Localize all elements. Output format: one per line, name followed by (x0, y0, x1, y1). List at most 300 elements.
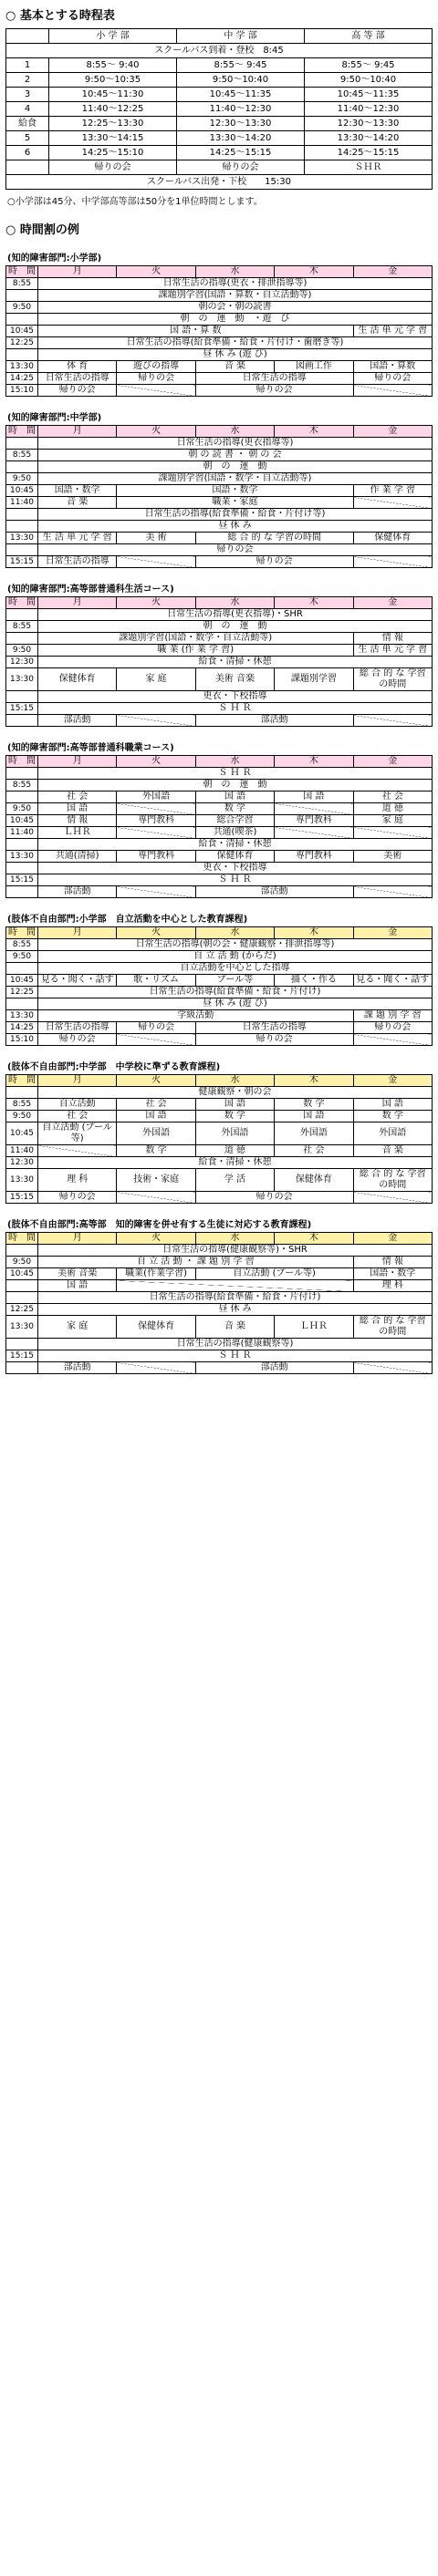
lesson-cell: 国 語 (275, 1111, 353, 1122)
section-title: (知的障害部門:高等部普通科生活コース) (7, 585, 174, 595)
lesson-cell: 保健体育 (38, 668, 117, 691)
time-cell: 12:25 (6, 1304, 38, 1316)
table-row (6, 1362, 433, 1374)
heading-basic-schedule: ○ 基本とする時程表 (5, 9, 115, 23)
day-header: 火 (117, 1233, 195, 1245)
table-cell: 10:45～11:30 (49, 88, 177, 102)
lesson-cell (353, 1034, 432, 1046)
time-cell (6, 998, 38, 1010)
table-row (6, 703, 433, 715)
table-row (6, 337, 433, 349)
table-header (6, 266, 433, 278)
day-header: 水 (195, 1233, 274, 1245)
table-cell: 4 (6, 102, 49, 117)
lesson-cell: 数 学 (195, 1111, 274, 1122)
lesson-cell: 作 業 学 習 (353, 485, 432, 497)
schedule-table (5, 596, 433, 727)
table-row (6, 146, 433, 160)
lesson-cell: 朝 の 運 動 (38, 780, 433, 791)
lesson-cell: 日常生活の指導 (38, 556, 117, 568)
table-cell: 13:30～14:20 (305, 131, 433, 146)
day-header: 時 間 (6, 1075, 38, 1087)
lesson-cell: 帰りの会 (117, 373, 195, 385)
time-cell: 13:30 (6, 1169, 38, 1192)
lesson-cell: 見る・聞く・話す (353, 975, 432, 987)
lesson-cell: 美術 音楽 (195, 668, 274, 691)
table-cell: 3 (6, 88, 49, 102)
time-cell: 12:25 (6, 987, 38, 998)
time-cell (6, 609, 38, 621)
day-header: 木 (275, 1233, 353, 1245)
time-cell (6, 1339, 38, 1350)
lesson-cell: 保健体育 (353, 533, 432, 544)
time-cell: 12:30 (6, 657, 38, 668)
lesson-cell: 理 科 (38, 1169, 117, 1192)
table-row (6, 88, 433, 102)
lesson-cell: 総 合 的 な 学習の時間 (353, 1316, 432, 1339)
time-cell: 15:15 (6, 556, 38, 568)
time-cell: 11:40 (6, 827, 38, 839)
table-row (6, 131, 433, 146)
table-row (6, 1099, 433, 1111)
lesson-cell: 昼 休 み (遊 び) (38, 998, 433, 1010)
time-cell (6, 791, 38, 803)
lesson-cell: 家 庭 (38, 1316, 117, 1339)
lesson-cell: 家 庭 (353, 815, 432, 827)
table-row (6, 1169, 433, 1192)
lesson-cell: 共通(喫茶) (195, 827, 274, 839)
table-row (6, 44, 433, 58)
schedule-table (5, 265, 433, 397)
table-cell: 給食 (6, 117, 49, 131)
lesson-cell: 専門教科 (117, 815, 195, 827)
table-row (6, 533, 433, 544)
lesson-cell: 学 活 (195, 1169, 274, 1192)
time-cell: 13:30 (6, 668, 38, 691)
lesson-cell: 自立活動 (38, 1099, 117, 1111)
lesson-cell: 日常生活の指導(給食準備・給食・片付け) (38, 987, 433, 998)
header-cell: 小 学 部 (49, 29, 177, 44)
lesson-cell: 部活動 (195, 1362, 353, 1374)
table-row (6, 645, 433, 657)
lesson-cell: Ｓ Ｈ Ｒ (38, 874, 433, 886)
table-row (6, 1157, 433, 1169)
time-cell: 15:10 (6, 1034, 38, 1046)
lesson-cell: 国 語 (275, 791, 353, 803)
lesson-cell: 日常生活の指導(給食準備・給食・片付け・歯磨き等) (38, 337, 433, 349)
lesson-cell: 技術・家庭 (117, 1169, 195, 1192)
table-row (6, 886, 433, 898)
day-header: 金 (353, 1233, 432, 1245)
time-cell (6, 839, 38, 851)
table-row (6, 1280, 433, 1292)
time-cell (6, 1087, 38, 1099)
time-cell: 15:10 (6, 385, 38, 397)
day-header: 時 間 (6, 927, 38, 939)
lesson-cell: 課題別学習 (275, 668, 353, 691)
lesson-cell: 日常生活の指導 (38, 373, 117, 385)
time-cell (6, 290, 38, 302)
table-row (6, 385, 433, 397)
day-header: 金 (353, 756, 432, 768)
day-header: 木 (275, 927, 353, 939)
lesson-cell: 外国語 (117, 1122, 195, 1145)
day-header: 火 (117, 1075, 195, 1087)
lesson-cell: 社 会 (38, 1111, 117, 1122)
table-row (6, 791, 433, 803)
lesson-cell: 朝 の 運 動 (38, 461, 433, 473)
table-row (6, 621, 433, 633)
schedule-table (5, 1074, 433, 1204)
table-row (6, 1192, 433, 1204)
day-header: 金 (353, 426, 432, 438)
table-header (6, 927, 433, 939)
time-cell: 13:30 (6, 1010, 38, 1022)
lesson-cell: 給食・清掃・休憩 (38, 657, 433, 668)
lesson-cell: 帰りの会 (353, 373, 432, 385)
table-row (6, 1268, 433, 1280)
time-cell (6, 544, 38, 556)
table-row (6, 1122, 433, 1145)
table-row (6, 314, 433, 326)
day-header: 金 (353, 927, 432, 939)
day-header: 金 (353, 1075, 432, 1087)
lesson-cell (353, 556, 432, 568)
lesson-cell: 日常生活の指導(健康観察等)・SHR (38, 1245, 433, 1257)
lesson-cell: 国語・数学 (117, 485, 353, 497)
section-title: (知的障害部門:小学部) (7, 253, 102, 264)
lesson-cell: 職 業 (作 業 学 習) (38, 645, 354, 657)
day-header: 木 (275, 597, 353, 609)
lesson-cell: 帰りの会 (195, 556, 353, 568)
table-header (6, 756, 433, 768)
table-row (6, 874, 433, 886)
table-row (6, 863, 433, 874)
table-cell: 1 (6, 58, 49, 73)
lesson-cell (117, 1034, 195, 1046)
table-row (6, 815, 433, 827)
table-row (6, 1304, 433, 1316)
table-cell: 8:55～ 9:40 (49, 58, 177, 73)
day-header: 月 (38, 1075, 117, 1087)
day-header: 月 (38, 426, 117, 438)
lesson-cell: 自 立 活 動 ・ 課 題 別 学 習 (38, 1257, 354, 1268)
table-header (6, 426, 433, 438)
lesson-cell: 健康観察・朝の会 (38, 1087, 433, 1099)
lesson-cell (38, 1145, 117, 1157)
base-note: ○小学部は45分、中学部高等部は50分を1単位時間とします。 (7, 197, 263, 207)
sections-container (5, 250, 433, 1374)
table-row (6, 509, 433, 521)
lesson-cell: 朝 の 運 動 (38, 621, 433, 633)
table-row (6, 73, 433, 88)
table-header (6, 1075, 433, 1087)
lesson-cell: 保健体育 (195, 851, 274, 863)
lesson-cell: 帰りの会 (117, 1022, 195, 1034)
lesson-cell: 学級活動 (38, 1010, 354, 1022)
time-cell: 14:25 (6, 373, 38, 385)
day-header: 月 (38, 266, 117, 278)
lesson-cell: 国 語 (195, 791, 274, 803)
time-cell: 8:55 (6, 939, 38, 951)
lesson-cell: 国 語 (38, 1280, 117, 1292)
time-cell: 8:55 (6, 780, 38, 791)
time-cell: 10:45 (6, 485, 38, 497)
lesson-cell: 家 庭 (117, 668, 195, 691)
table-row (6, 485, 433, 497)
lesson-cell: 更衣・下校指導 (38, 691, 433, 703)
lesson-cell (353, 385, 432, 397)
table-cell: 13:30～14:20 (177, 131, 305, 146)
table-row (6, 1245, 433, 1257)
day-header: 月 (38, 597, 117, 609)
table-row (6, 691, 433, 703)
section-title: (肢体不自由部門:小学部 自立活動を中心とした教育課程) (7, 915, 248, 925)
time-cell (6, 1245, 38, 1257)
lesson-cell: 国語・数学 (38, 485, 117, 497)
lesson-cell: 総 合 的 な 学習の時間 (195, 533, 353, 544)
lesson-cell: 情 報 (353, 633, 432, 645)
time-cell: 8:55 (6, 450, 38, 461)
time-cell: 10:45 (6, 1122, 38, 1145)
lesson-cell: 外国語 (195, 1122, 274, 1145)
time-cell (6, 963, 38, 975)
lesson-cell: Ｓ Ｈ Ｒ (38, 1350, 433, 1362)
lesson-cell: 専門教科 (117, 851, 195, 863)
time-cell: 8:55 (6, 621, 38, 633)
table-row (6, 998, 433, 1010)
table-row (6, 768, 433, 780)
table-row (6, 1010, 433, 1022)
lesson-cell (117, 827, 195, 839)
table-cell: 12:30～13:30 (177, 117, 305, 131)
time-cell: 11:40 (6, 1145, 38, 1157)
time-cell: 13:30 (6, 361, 38, 373)
day-header: 金 (353, 597, 432, 609)
table-row (6, 803, 433, 815)
lesson-cell: 自立活動を中心とした指導 (38, 963, 433, 975)
lesson-cell: 情 報 (353, 1257, 432, 1268)
lesson-cell: 道 徳 (353, 803, 432, 815)
table-row (6, 160, 433, 175)
lesson-cell: Ｓ Ｈ Ｒ (38, 768, 433, 780)
day-header: 水 (195, 927, 274, 939)
day-header: 時 間 (6, 756, 38, 768)
table-row (6, 278, 433, 290)
time-cell: 13:30 (6, 1316, 38, 1339)
lesson-cell: 日常生活の指導(更衣・排泄指導等) (38, 278, 433, 290)
lesson-cell: 歌・リズム (117, 975, 195, 987)
table-row (6, 827, 433, 839)
table-cell: スクールバス到着・登校 8:45 (6, 44, 433, 58)
day-header: 木 (275, 756, 353, 768)
table-row (6, 1034, 433, 1046)
lesson-cell: 体 育 (38, 361, 117, 373)
time-cell: 14:25 (6, 1022, 38, 1034)
lesson-cell: 昼 休 み (38, 1304, 433, 1316)
lesson-cell (117, 1362, 195, 1374)
day-header: 水 (195, 1075, 274, 1087)
table-row (6, 473, 433, 485)
lesson-cell: 日常生活の指導(給食準備・給食・片付け) (38, 1292, 433, 1304)
time-cell (6, 521, 38, 533)
lesson-cell: 社 会 (38, 791, 117, 803)
time-cell: 9:50 (6, 803, 38, 815)
time-cell (6, 461, 38, 473)
lesson-cell: 日常生活の指導(朝の会・健康観察・排泄指導等) (38, 939, 433, 951)
lesson-cell (117, 803, 195, 815)
lesson-cell: 理 科 (353, 1280, 432, 1292)
table-cell: 2 (6, 73, 49, 88)
table-row (6, 975, 433, 987)
lesson-cell: 日常生活の指導(給食準備・給食・片付け等) (38, 509, 433, 521)
time-cell: 11:40 (6, 497, 38, 509)
day-header: 火 (117, 266, 195, 278)
lesson-cell: 自 立 活 動 (からだ) (38, 951, 433, 963)
table-row (6, 497, 433, 509)
lesson-cell: 社 会 (275, 1145, 353, 1157)
time-cell: 9:50 (6, 1111, 38, 1122)
time-cell: 9:50 (6, 951, 38, 963)
lesson-cell: 帰りの会 (195, 385, 353, 397)
time-cell (6, 509, 38, 521)
table-cell: 13:30～14:15 (49, 131, 177, 146)
header-cell: 中 学 部 (177, 29, 305, 44)
schedule-table (5, 1232, 433, 1374)
lesson-cell (117, 715, 195, 727)
lesson-cell: 図画工作 (275, 361, 353, 373)
table-cell: 帰りの会 (49, 160, 177, 175)
day-header: 木 (275, 266, 353, 278)
lesson-cell: 音 楽 (195, 1316, 274, 1339)
table-row (6, 851, 433, 863)
table-cell: 6 (6, 146, 49, 160)
day-header: 木 (275, 426, 353, 438)
table-header (6, 29, 433, 44)
lesson-cell: 数 学 (117, 1145, 195, 1157)
lesson-cell: 昼 休 み (38, 521, 433, 533)
lesson-cell: 共通(清掃) (38, 851, 117, 863)
time-cell: 15:15 (6, 1192, 38, 1204)
lesson-cell: 国語・算数 (353, 361, 432, 373)
time-cell (6, 438, 38, 450)
lesson-cell: 職業・家庭 (117, 497, 353, 509)
lesson-cell: 自立活動 (プール等) (38, 1122, 117, 1145)
lesson-cell: 給食・清掃・休憩 (38, 839, 433, 851)
table-row (6, 290, 433, 302)
day-header: 火 (117, 927, 195, 939)
heading-examples: ○ 時間割の例 (5, 223, 79, 237)
table-cell: 10:45～11:35 (305, 88, 433, 102)
lesson-cell (353, 886, 432, 898)
lesson-cell: 帰りの会 (353, 1022, 432, 1034)
lesson-cell: 専門教科 (275, 851, 353, 863)
time-cell (6, 691, 38, 703)
table-cell: スクールバス出発・下校 15:30 (6, 175, 433, 190)
table-row (6, 668, 433, 691)
table-cell: 14:25～15:15 (305, 146, 433, 160)
lesson-cell: 帰りの会 (195, 1034, 353, 1046)
section-title: (肢体不自由部門:中学部 中学校に準ずる教育課程) (7, 1062, 221, 1072)
table-cell: 帰りの会 (177, 160, 305, 175)
table-row (6, 1111, 433, 1122)
table-cell: 11:40～12:25 (49, 102, 177, 117)
lesson-cell: 給食・清掃・休憩 (38, 1157, 433, 1169)
lesson-cell: 部活動 (195, 886, 353, 898)
time-cell (6, 633, 38, 645)
table-row (6, 963, 433, 975)
lesson-cell: 総 合 的 な 学習の時間 (353, 1169, 432, 1192)
table-row (6, 373, 433, 385)
table-row (6, 450, 433, 461)
time-cell: 12:25 (6, 337, 38, 349)
time-cell: 12:30 (6, 1157, 38, 1169)
table-cell: ＳＨＲ (305, 160, 433, 175)
table-row (6, 715, 433, 727)
table-row (6, 657, 433, 668)
lesson-cell: 国 語・算 数 (38, 326, 354, 337)
lesson-cell: プール等 (195, 975, 274, 987)
lesson-cell: 総合学習 (195, 815, 274, 827)
lesson-cell: 日常生活の指導 (195, 1022, 353, 1034)
time-cell: 8:55 (6, 1099, 38, 1111)
table-row (6, 633, 433, 645)
time-cell (6, 349, 38, 361)
lesson-cell: 部活動 (195, 715, 353, 727)
table-row (6, 58, 433, 73)
day-header: 木 (275, 1075, 353, 1087)
lesson-cell: 保健体育 (275, 1169, 353, 1192)
lesson-cell: 課題別学習(国語・算数・自立活動等) (38, 290, 433, 302)
lesson-cell: 数 学 (353, 1111, 432, 1122)
table-cell: 5 (6, 131, 49, 146)
table-row (6, 780, 433, 791)
lesson-cell: 遊びの指導 (117, 361, 195, 373)
lesson-cell: 美術 (353, 851, 432, 863)
lesson-cell: 課題別学習(国語・数学・自立活動等) (38, 633, 354, 645)
lesson-cell (353, 715, 432, 727)
time-cell: 13:30 (6, 533, 38, 544)
day-header: 水 (195, 597, 274, 609)
lesson-cell: 生 活 単 元 学 習 (353, 645, 432, 657)
lesson-cell: 帰りの会 (38, 1192, 117, 1204)
lesson-cell (353, 497, 432, 509)
lesson-cell (117, 385, 195, 397)
day-header: 時 間 (6, 266, 38, 278)
table-cell: 9:50～10:35 (49, 73, 177, 88)
time-cell: 10:45 (6, 326, 38, 337)
time-cell: 15:15 (6, 703, 38, 715)
lesson-cell: 部活動 (38, 715, 117, 727)
table-row (6, 1257, 433, 1268)
lesson-cell: 日常生活の指導 (38, 1022, 117, 1034)
table-row (6, 438, 433, 450)
lesson-cell: 日常生活の指導(健康観察等) (38, 1339, 433, 1350)
lesson-cell: 国 語 (353, 1099, 432, 1111)
table-cell: 11:40～12:30 (305, 102, 433, 117)
table-row (6, 939, 433, 951)
time-cell: 10:45 (6, 815, 38, 827)
table-row (6, 1087, 433, 1099)
table-row (6, 102, 433, 117)
lesson-cell: 情 報 (38, 815, 117, 827)
table-row (6, 1316, 433, 1339)
lesson-cell: 課 題 別 学 習 (353, 1010, 432, 1022)
lesson-cell: 社 会 (353, 791, 432, 803)
schedule-table (5, 926, 433, 1046)
table-header (6, 597, 433, 609)
day-header: 時 間 (6, 597, 38, 609)
